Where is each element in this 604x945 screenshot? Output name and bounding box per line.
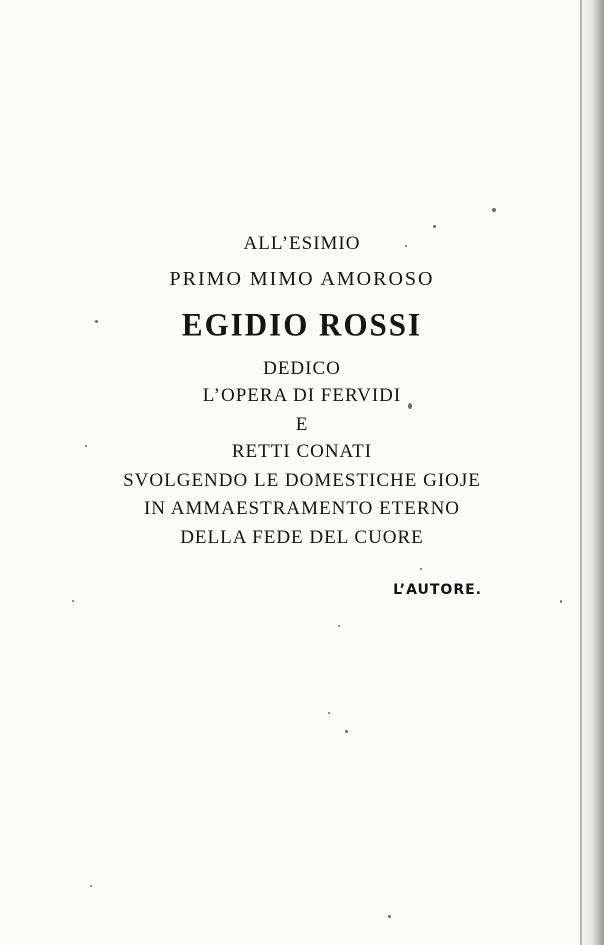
paper-speck	[560, 600, 562, 603]
paper-speck	[408, 403, 412, 409]
dedication-line-9: IN AMMAESTRAMENTO ETERNO	[143, 498, 461, 519]
dedication-line-1: ALL’ESIMIO	[243, 233, 361, 254]
paper-speck	[388, 915, 391, 918]
paper-speck	[405, 245, 407, 247]
dedication-line-2: PRIMO MIMO AMOROSO	[169, 268, 435, 290]
paper-speck	[90, 885, 92, 887]
paper-speck	[338, 625, 340, 627]
paper-speck	[72, 600, 74, 602]
dedicatee-name: EGIDIO ROSSI	[181, 306, 423, 343]
dedication-line-10: DELLA FEDE DEL CUORE	[180, 527, 424, 548]
paper-speck	[492, 208, 496, 212]
paper-speck	[85, 445, 87, 447]
paper-speck	[420, 568, 422, 570]
dedication-line-8: SVOLGENDO LE DOMESTICHE GIOJE	[123, 470, 481, 491]
paper-speck	[345, 730, 348, 733]
paper-speck	[328, 712, 330, 714]
dedication-line-4: DEDICO	[263, 358, 341, 379]
dedication-line-7: RETTI CONATI	[231, 441, 373, 462]
dedication-line-6: E	[295, 414, 309, 435]
paper-speck	[95, 320, 98, 323]
dedication-line-5: L’OPERA DI FERVIDI	[202, 385, 402, 406]
paper-speck	[433, 225, 436, 228]
author-signature: L’AUTORE.	[393, 582, 482, 598]
